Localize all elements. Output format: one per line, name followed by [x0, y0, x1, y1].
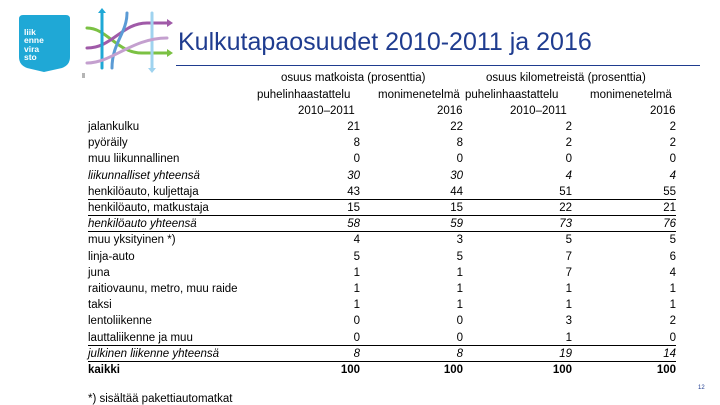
- table-cell: 43: [347, 185, 360, 198]
- table-cell: 2: [565, 121, 572, 133]
- table-cell: 100: [656, 364, 676, 376]
- header-sub-2: monimenetelmä: [378, 89, 460, 101]
- table-cell: 0: [565, 153, 572, 166]
- row-separator: [88, 361, 676, 362]
- row-label: muu liikunnallinen: [88, 153, 180, 166]
- table-cell: 0: [669, 153, 676, 166]
- table-cell: 1: [353, 266, 360, 279]
- table-cell: 0: [353, 315, 360, 328]
- table-cell: 3: [565, 315, 572, 328]
- title-underline: [176, 65, 700, 66]
- row-label: henkilöauto yhteensä: [88, 218, 197, 231]
- row-label: muu yksityinen *): [88, 234, 176, 247]
- table-cell: 5: [353, 250, 360, 263]
- table-cell: 55: [663, 185, 676, 198]
- table-cell: 4: [353, 234, 360, 247]
- table-cell: 5: [669, 234, 676, 247]
- row-separator: [88, 215, 676, 216]
- header-sub-4: monimenetelmä: [590, 89, 672, 101]
- table-cell: 2: [669, 137, 676, 150]
- table-cell: 8: [353, 137, 360, 150]
- row-label: henkilöauto, matkustaja: [88, 202, 209, 214]
- footnote: *) sisältää pakettiautomatkat: [88, 393, 233, 405]
- table-cell: 7: [565, 266, 572, 279]
- row-label: kaikki: [88, 364, 120, 376]
- table-cell: 30: [450, 169, 463, 182]
- table-cell: 76: [663, 218, 676, 231]
- header-group-km: osuus kilometreistä (prosenttia): [486, 72, 646, 84]
- table-cell: 100: [443, 364, 463, 376]
- table-cell: 73: [559, 218, 572, 231]
- table-cell: 6: [669, 250, 676, 263]
- table-cell: 0: [456, 331, 463, 344]
- table-cell: 2: [669, 315, 676, 328]
- table-cell: 14: [663, 347, 676, 360]
- table-cell: 15: [450, 202, 463, 214]
- side-marker: [82, 73, 85, 78]
- table-cell: 1: [456, 283, 463, 295]
- table-cell: 44: [450, 185, 463, 198]
- table-cell: 1: [669, 299, 676, 312]
- table-cell: 51: [559, 185, 572, 198]
- table-cell: 0: [456, 315, 463, 328]
- table-cell: 15: [347, 202, 360, 214]
- row-label: lentoliikenne: [88, 315, 152, 328]
- table-cell: 0: [456, 153, 463, 166]
- row-label: pyöräily: [88, 137, 128, 150]
- row-separator: [88, 199, 676, 200]
- table-cell: 1: [353, 299, 360, 312]
- table-cell: 1: [353, 283, 360, 295]
- header-group-trips: osuus matkoista (prosenttia): [281, 72, 426, 84]
- row-label: liikunnalliset yhteensä: [88, 169, 200, 182]
- row-label: raitiovaunu, metro, muu raide: [88, 283, 238, 295]
- row-separator: [88, 345, 676, 346]
- row-label: henkilöauto, kuljettaja: [88, 185, 199, 198]
- table-cell: 4: [669, 169, 676, 182]
- table-cell: 100: [340, 364, 360, 376]
- table-cell: 2: [565, 137, 572, 150]
- table-cell: 5: [456, 250, 463, 263]
- table-cell: 59: [450, 218, 463, 231]
- table-cell: 8: [456, 347, 463, 360]
- table-cell: 1: [456, 299, 463, 312]
- slide-title: Kulkutapaosuudet 2010-2011 ja 2016: [178, 28, 592, 56]
- row-label: taksi: [88, 299, 112, 312]
- row-label: lauttaliikenne ja muu: [88, 331, 193, 344]
- table-cell: 1: [456, 266, 463, 279]
- table-cell: 0: [353, 331, 360, 344]
- row-label: jalankulku: [88, 121, 140, 133]
- header-year-4: 2016: [650, 105, 676, 117]
- row-label: linja-auto: [88, 250, 135, 263]
- header-sub-1: puhelinhaastattelu: [257, 89, 351, 101]
- table-cell: 21: [663, 202, 676, 214]
- table-cell: 1: [565, 283, 572, 295]
- table-cell: 4: [669, 266, 676, 279]
- table-cell: 58: [347, 218, 360, 231]
- table-cell: 4: [565, 169, 572, 182]
- table-cell: 1: [565, 299, 572, 312]
- table-cell: 22: [450, 121, 463, 133]
- table-cell: 8: [353, 347, 360, 360]
- header-sub-3: puhelinhaastattelu: [465, 89, 559, 101]
- table-cell: 22: [559, 202, 572, 214]
- table-cell: 19: [559, 347, 572, 360]
- table-cell: 2: [669, 121, 676, 133]
- header-year-2: 2016: [437, 105, 463, 117]
- decorative-arrows-graphic: [82, 8, 174, 74]
- table-cell: 7: [565, 250, 572, 263]
- table-cell: 0: [353, 153, 360, 166]
- table-cell: 1: [669, 283, 676, 295]
- header-year-1: 2010–2011: [298, 105, 355, 117]
- table-cell: 5: [565, 234, 572, 247]
- table-cell: 0: [669, 331, 676, 344]
- page-number: 12: [698, 385, 705, 391]
- table-cell: 8: [456, 137, 463, 150]
- row-separator: [88, 231, 676, 232]
- table-cell: 3: [456, 234, 463, 247]
- table-cell: 100: [552, 364, 572, 376]
- header-year-3: 2010–2011: [510, 105, 567, 117]
- logo-text: liik enne vira sto: [24, 27, 44, 63]
- table-cell: 1: [565, 331, 572, 344]
- row-label: juna: [88, 266, 110, 279]
- row-label: julkinen liikenne yhteensä: [88, 347, 220, 360]
- table-cell: 30: [347, 169, 360, 182]
- table-cell: 21: [347, 121, 360, 133]
